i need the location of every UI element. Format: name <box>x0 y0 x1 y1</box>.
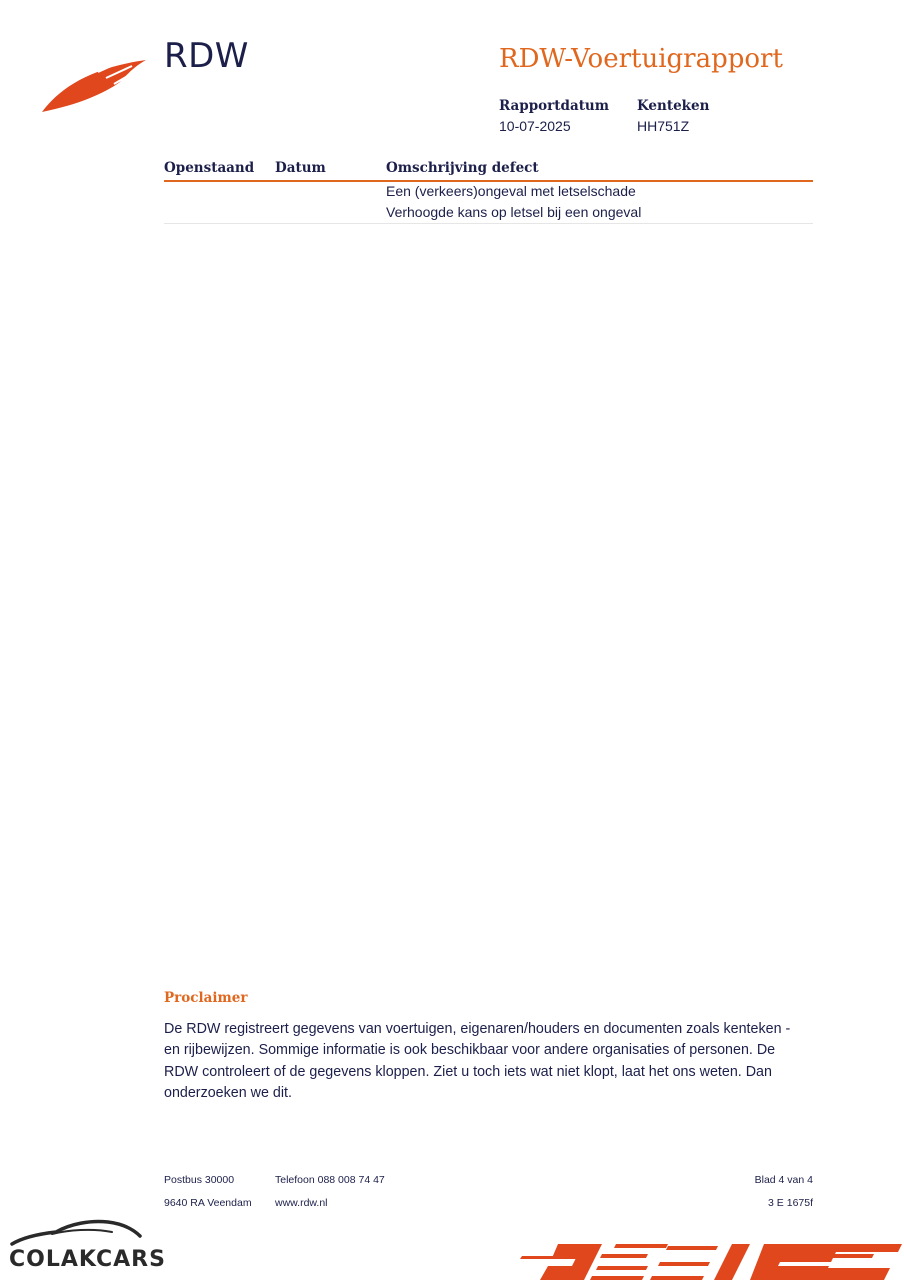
report-date-value: 10-07-2025 <box>499 118 571 134</box>
footer-code: 3 E 1675f <box>768 1197 813 1209</box>
column-header-datum: Datum <box>275 160 326 176</box>
rdw-wing-logo-icon <box>40 58 150 114</box>
footer-phone: Telefoon 088 008 74 47 <box>275 1174 385 1186</box>
brand-name: RDW <box>164 36 249 76</box>
orange-stripes-icon <box>518 1242 904 1280</box>
column-header-omschrijving: Omschrijving defect <box>386 160 539 176</box>
table-row-defect-2: Verhoogde kans op letsel bij een ongeval <box>386 204 642 220</box>
column-header-openstaand: Openstaand <box>164 160 255 176</box>
footer-page-number: Blad 4 van 4 <box>754 1174 813 1186</box>
plate-label: Kenteken <box>637 98 710 114</box>
car-silhouette-icon <box>8 1218 144 1248</box>
report-title: RDW-Voertuigrapport <box>499 44 783 74</box>
footer-website[interactable]: www.rdw.nl <box>275 1197 328 1209</box>
proclaimer-title: Proclaimer <box>164 990 248 1006</box>
footer-city: 9640 RA Veendam <box>164 1197 252 1209</box>
proclaimer-text: De RDW registreert gegevens van voertuigen, eigenaren/houders en documenten zoals kenteken - en rijbewijzen. Sommige informatie is ook beschikbaar voor andere organisaties of personen. De RDW controleert of de gegevens kloppen. Ziet u toch iets wat niet klopt, laat het ons weten. Dan onderzoeken we dit. <box>164 1021 791 1101</box>
plate-value: HH751Z <box>637 118 690 134</box>
table-header-divider <box>164 180 813 182</box>
table-bottom-divider <box>164 223 813 224</box>
table-row-defect-1: Een (verkeers)ongeval met letselschade <box>386 183 636 199</box>
colakcars-brand: COLAKCARS <box>9 1247 166 1272</box>
footer-postbus: Postbus 30000 <box>164 1174 235 1186</box>
report-date-label: Rapportdatum <box>499 98 610 114</box>
